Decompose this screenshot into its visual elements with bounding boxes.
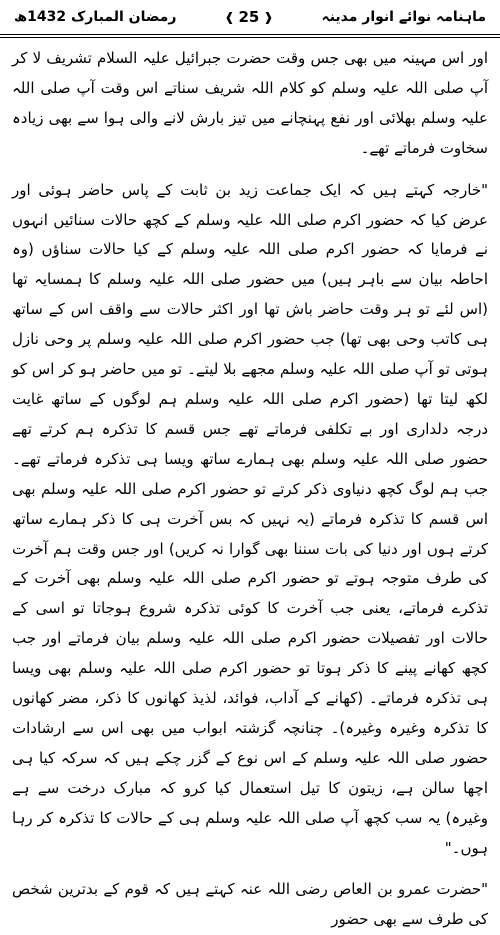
magazine-title: ماہنامہ نوائے انوار مدینہ xyxy=(321,9,486,25)
paragraph: "حضرت عمرو بن العاص رضی اللہ عنہ کہتے ہیں کہ قوم کے بدترین شخص کی طرف سے بھی حضور xyxy=(12,880,488,929)
paragraph: "خارجہ کہتے ہیں کہ ایک جماعت زید بن ثابت کے پاس حاضر ہوئی اور عرض کیا کہ حضور اکرم صلی اللہ علیہ وسلم کے کچھ حالات سنائیں انہوں نے فرمایا کہ حضور اکرم صلی اللہ علیہ وسلم کے کیا حالات سناؤں (وہ احاطہ بیان سے باہر ہیں) میں حضور صلی اللہ علیہ وسلم کا ہمسایہ تھا (اس لئے تو ہر وقت حاضر باش تھا اور اکثر حالات سے واقف اس کے ساتھ ہی کاتب وحی بھی تھا) جب حضور اکرم صلی اللہ علیہ وسلم پر وحی نازل ہوتی تو آپ صلی اللہ علیہ وسلم مجھے بلا لیتے۔ تو میں حاضر ہو کر اس کو لکھ لیتا تھا (حضور اکرم صلی اللہ علیہ وسلم ہم لوگوں کے ساتھ غایت درجہ دلداری اور بے تکلفی فرماتے تھے جس قسم کا تذکرہ ہم کرتے تھے حضور صلی اللہ علیہ وسلم بھی ہمارے ساتھ ویسا ہی تذکرہ فرماتے تھے۔ جب ہم لوگ کچھ دنیاوی ذکر کرتے تو حضور اکرم صلی اللہ علیہ وسلم بھی اس قسم کا تذکرہ فرماتے (یہ نہیں کہ بس آخرت ہی کا ذکر ہمارے ساتھ کرتے ہوں اور دنیا کی بات سننا بھی گوارا نہ کریں) اور جس وقت ہم آخرت کی طرف متوجہ ہوتے تو حضور اکرم صلی اللہ علیہ وسلم بھی آخرت کے تذکرے فرماتے، یعنی جب آخرت کا کوئی تذکرہ شروع ہوجاتا تو اسی کے حالات اور تفصیلات حضور اکرم صلی اللہ علیہ وسلم بیان فرماتے اور جب کچھ کھانے پینے کا ذکر ہوتا تو حضور اکرم صلی اللہ علیہ وسلم بھی ویسا ہی تذکرہ فرماتے۔ (کھانے کے آداب، فوائد، لذیذ کھانوں کا ذکر، مضر کھانوں کا تذکرہ وغیرہ وغیرہ)۔ چنانچہ گزشتہ ابواب میں بھی اس سے ارشادات حضور صلی اللہ علیہ وسلم کے اس نوع کے گزر چکے ہیں کہ سرکہ کیا ہی اچھا سالن ہے، زیتون کا تیل استعمال کیا کرو کہ مبارک درخت سے ہے وغیرہ) یہ سب کچھ آپ صلی اللہ علیہ وسلم ہی کے حالات کا تذکرہ کر رہا ہوں۔" xyxy=(12,180,488,857)
header-rule-double xyxy=(0,37,500,38)
ornament-left-icon: ❰ xyxy=(263,10,274,24)
paragraph: اور اس مہینہ میں بھی جس وقت حضرت جبرائیل علیہ السلام تشریف لا کر آپ صلی اللہ علیہ وسلم کو کلام اللہ شریف سناتے اس وقت آپ صلی اللہ علیہ وسلم بھلائی اور نفع پہنچانے میں تیز بارش لانے والی ہوا سے بھی زیادہ سخاوت فرماتے تھے۔ xyxy=(12,49,488,157)
page-number: 25 xyxy=(238,8,260,26)
header-rule xyxy=(0,34,500,35)
page-number-ornament xyxy=(224,8,273,26)
page-header xyxy=(6,0,494,34)
ornament-right-icon: ❱ xyxy=(224,10,235,24)
issue-date: رمضان المبارک 1432ھ xyxy=(14,9,177,25)
article-body xyxy=(6,34,494,935)
